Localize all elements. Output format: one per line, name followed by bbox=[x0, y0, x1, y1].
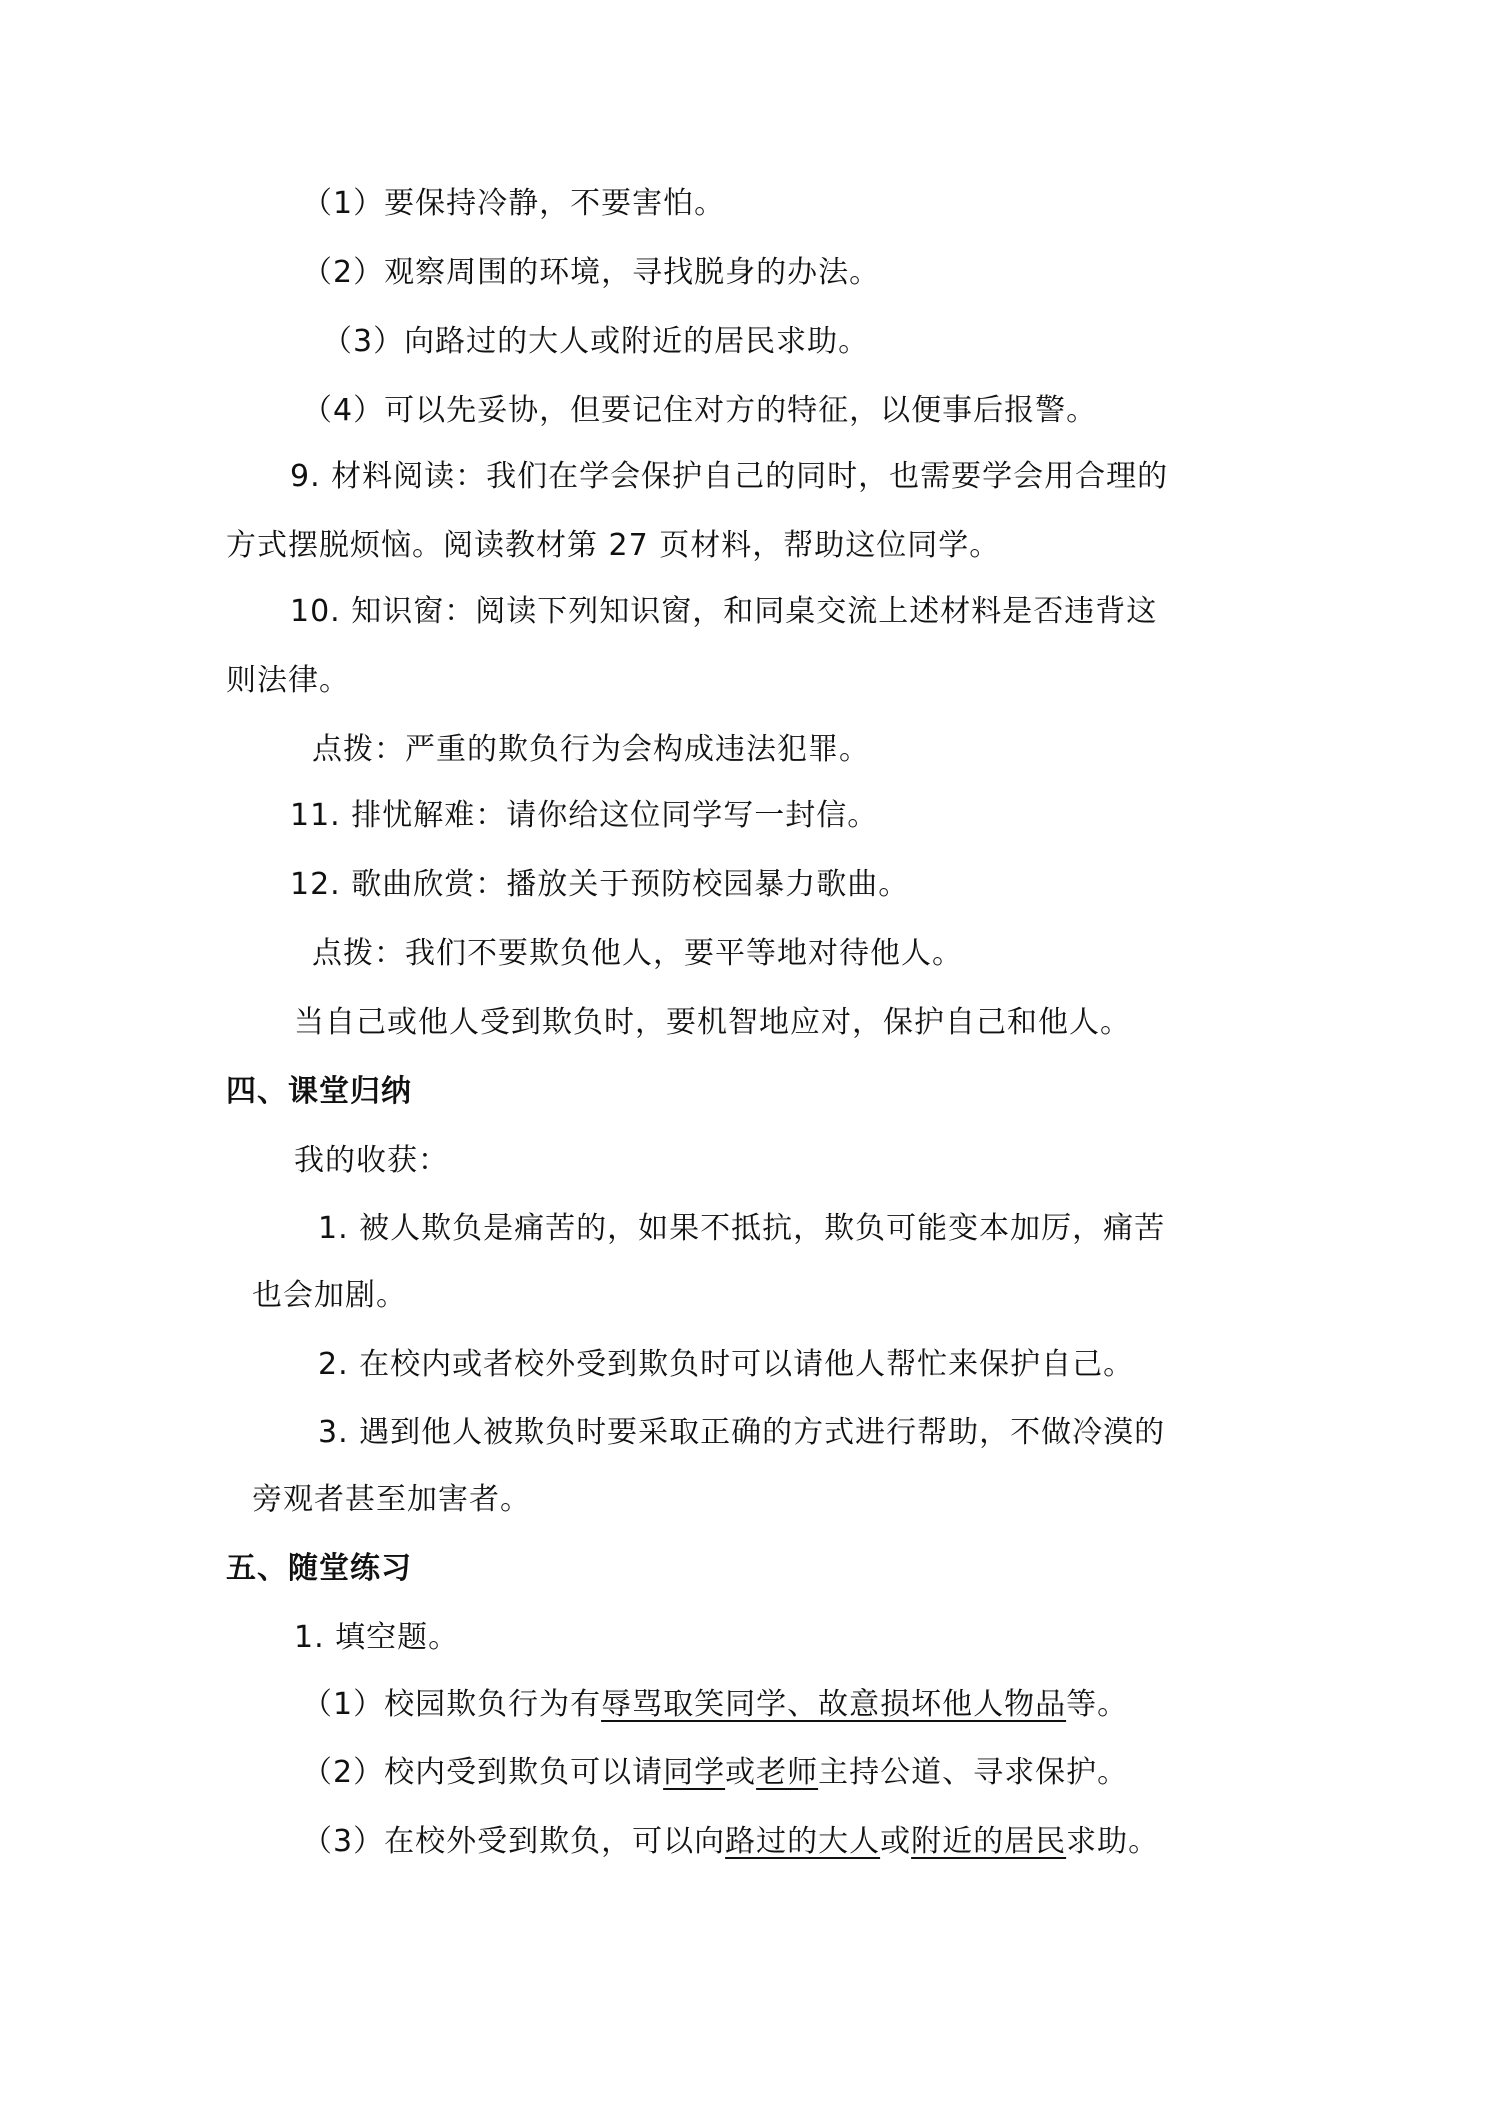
item-9-line-2: 方式摆脱烦恼。阅读教材第 27 页材料，帮助这位同学。 bbox=[226, 528, 1001, 563]
q2-suffix: 主持公道、寻求保护。 bbox=[818, 1755, 1129, 1790]
item-11: 11. 排忧解难：请你给这位同学写一封信。 bbox=[290, 798, 879, 833]
q3-answer-1: 路过的大人 bbox=[725, 1824, 881, 1859]
fill-blank-title: 1. 填空题。 bbox=[294, 1620, 460, 1655]
item-9-line-1: 9. 材料阅读：我们在学会保护自己的同时，也需要学会用合理的 bbox=[290, 459, 1169, 494]
q3-connector: 或 bbox=[880, 1824, 912, 1859]
q3-prefix: （3）在校外受到欺负，可以向 bbox=[302, 1824, 726, 1859]
tip-line-3: （3）向路过的大人或附近的居民求助。 bbox=[322, 324, 870, 359]
q1-suffix: 等。 bbox=[1066, 1687, 1129, 1722]
q2-connector: 或 bbox=[725, 1755, 757, 1790]
gain-1-line-1: 1. 被人欺负是痛苦的，如果不抵抗，欺负可能变本加厉，痛苦 bbox=[318, 1211, 1166, 1246]
gain-2: 2. 在校内或者校外受到欺负时可以请他人帮忙来保护自己。 bbox=[318, 1347, 1135, 1382]
hint-2-continued: 当自己或他人受到欺负时，要机智地应对，保护自己和他人。 bbox=[294, 1005, 1131, 1040]
item-12: 12. 歌曲欣赏：播放关于预防校园暴力歌曲。 bbox=[290, 867, 910, 902]
gain-3-line-2: 旁观者甚至加害者。 bbox=[252, 1482, 531, 1517]
q2-prefix: （2）校内受到欺负可以请 bbox=[302, 1755, 664, 1790]
section-4-heading: 四、课堂归纳 bbox=[226, 1074, 412, 1109]
item-10-line-1: 10. 知识窗：阅读下列知识窗，和同桌交流上述材料是否违背这 bbox=[290, 594, 1158, 629]
gain-3-line-1: 3. 遇到他人被欺负时要采取正确的方式进行帮助，不做冷漠的 bbox=[318, 1415, 1166, 1450]
q1-prefix: （1）校园欺负行为有 bbox=[302, 1687, 602, 1722]
tip-line-2: （2）观察周围的环境，寻找脱身的办法。 bbox=[302, 255, 881, 290]
fill-blank-q2 bbox=[302, 1753, 1128, 1793]
q2-answer-1: 同学 bbox=[663, 1755, 726, 1790]
section-5-heading: 五、随堂练习 bbox=[226, 1551, 412, 1586]
item-10-line-2: 则法律。 bbox=[226, 663, 350, 698]
q1-answer: 辱骂取笑同学、故意损坏他人物品 bbox=[601, 1687, 1067, 1722]
q3-answer-2: 附近的居民 bbox=[911, 1824, 1067, 1859]
tip-line-4: （4）可以先妥协，但要记住对方的特征，以便事后报警。 bbox=[302, 393, 1098, 428]
q3-suffix: 求助。 bbox=[1066, 1824, 1160, 1859]
q2-answer-2: 老师 bbox=[756, 1755, 819, 1790]
fill-blank-q3 bbox=[302, 1822, 1159, 1862]
fill-blank-q1 bbox=[302, 1685, 1128, 1725]
gain-1-line-2: 也会加剧。 bbox=[252, 1278, 407, 1313]
tip-line-1: （1）要保持冷静，不要害怕。 bbox=[302, 186, 726, 221]
section-4-intro: 我的收获： bbox=[294, 1143, 449, 1178]
hint-2: 点拨：我们不要欺负他人，要平等地对待他人。 bbox=[312, 936, 963, 971]
hint-1: 点拨：严重的欺负行为会构成违法犯罪。 bbox=[312, 732, 870, 767]
